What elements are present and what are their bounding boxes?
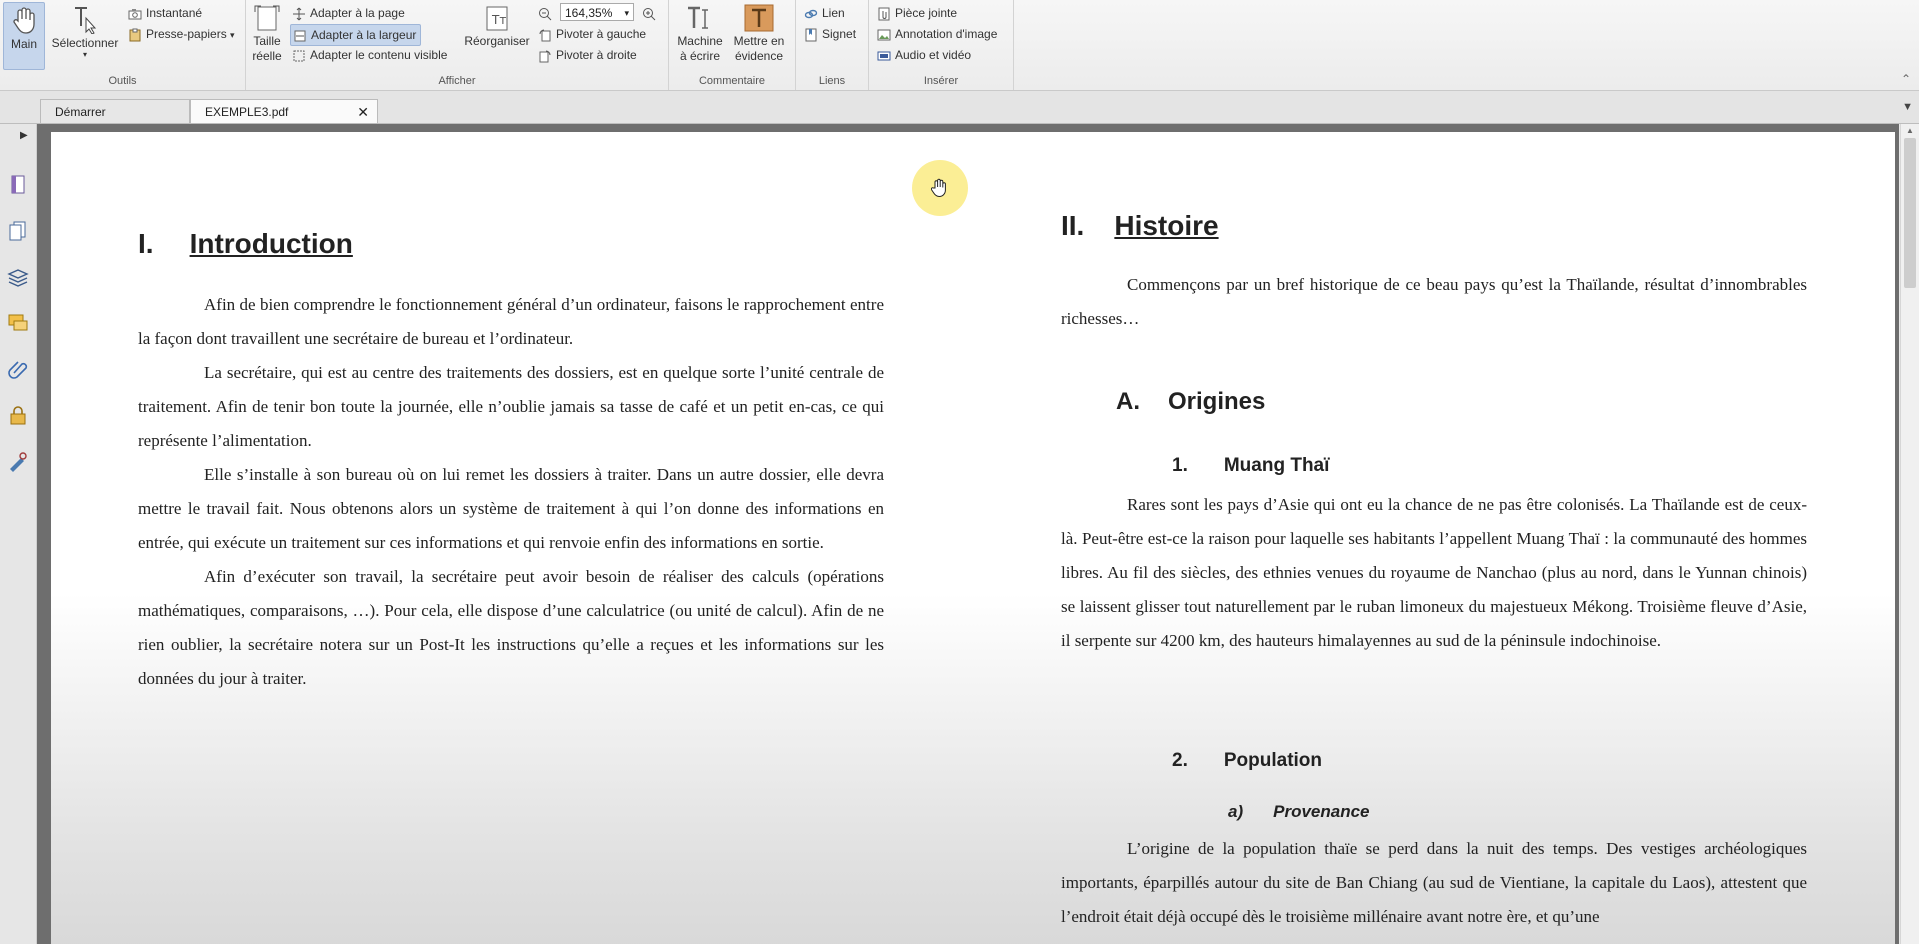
video-icon — [877, 49, 891, 63]
heading-title: Origines — [1168, 388, 1266, 415]
chevron-down-icon[interactable]: ▾ — [624, 8, 629, 18]
layers-icon[interactable] — [7, 266, 29, 288]
heading-number: I. — [138, 228, 154, 259]
cursor-highlight — [912, 160, 968, 216]
reorganize-icon — [483, 4, 511, 32]
collapse-ribbon-icon[interactable]: ⌃ — [1900, 72, 1911, 86]
typewriter-button[interactable] — [675, 2, 725, 72]
heading-title: Population — [1223, 750, 1323, 771]
zoom-out-button[interactable] — [536, 3, 560, 23]
paragraph: Rares sont les pays d’Asie qui ont eu la chance de ne pas être colonisés. La Thaïlande est de ceux-là. Peut-être est-ce la raison pour laquelle ses habitants l’appellent Muang Thaï : la communauté des hommes libres. Au fil des siècles, des ethnies venues du royaume de Nanchao (plus au nord, dans le Yunnan chinois) se laissent glisser tout naturellement par le ruban limoneux du majestueux Mékong. Troisième fleuve d’Asie, il serpente sur 4200 km, des hauteurs himalayennes au sud de la péninsule indochinoise. — [1061, 495, 1807, 650]
image-annotation-button[interactable] — [875, 24, 1001, 44]
highlight-button[interactable] — [729, 2, 789, 72]
group-label-outils: Outils — [108, 75, 137, 87]
group-label-afficher: Afficher — [438, 75, 476, 87]
group-label-commentaire: Commentaire — [698, 75, 766, 87]
zoom-level-value: 164,35% — [565, 6, 613, 20]
heading-title: Introduction — [189, 228, 353, 259]
tab-exemple3-pdf[interactable] — [190, 99, 378, 123]
reorganize-label: Réorganiser — [464, 34, 530, 48]
lock-icon[interactable] — [7, 404, 29, 426]
tab-label: Démarrer — [55, 105, 106, 119]
rotate-right-button[interactable] — [536, 45, 641, 65]
tab-demarrer[interactable] — [40, 99, 190, 123]
select-tool-label: Sélectionner — [51, 36, 119, 50]
typewriter-label-2: à écrire — [679, 49, 720, 63]
page-thumbnail-icon[interactable] — [7, 174, 29, 196]
paragraph: La secrétaire, qui est au centre des traitements des dossiers, est en quelque sorte l’unité centrale de traitement. Afin de tenir bon toute la journée, elle n’oublie jamais sa tasse de café et un petit en-cas, ce qui représente l’alimentation. — [138, 363, 884, 450]
fit-width-label: Adapter à la largeur — [311, 28, 417, 42]
rotate-right-icon — [538, 49, 552, 63]
heading-histoire — [1061, 210, 1219, 242]
tab-list-chevron-icon[interactable]: ▼ — [1902, 101, 1913, 113]
rotate-left-button[interactable] — [536, 24, 650, 44]
ribbon-toolbar — [0, 0, 1919, 91]
group-afficher — [246, 0, 669, 90]
group-label-inserer: Insérer — [923, 75, 959, 87]
fit-visible-button[interactable] — [290, 45, 451, 65]
navigation-rail — [0, 124, 37, 944]
heading-origines — [1116, 388, 1265, 416]
svg-text:Tт: Tт — [492, 13, 507, 27]
link-label: Lien — [822, 6, 845, 20]
heading-provenance — [1228, 802, 1370, 822]
highlight-icon — [744, 4, 774, 32]
heading-muang-thai — [1172, 455, 1329, 477]
highlight-label-2: évidence — [734, 49, 784, 63]
fit-page-label: Adapter à la page — [310, 6, 405, 20]
chevron-down-icon: ▾ — [230, 30, 235, 40]
link-button[interactable] — [802, 3, 849, 23]
reorganize-button[interactable] — [463, 2, 531, 68]
group-label-liens: Liens — [818, 75, 846, 87]
image-annotation-label: Annotation d'image — [895, 27, 998, 41]
scroll-up-icon[interactable]: ▲ — [1906, 126, 1914, 135]
audio-video-label: Audio et vidéo — [895, 48, 972, 62]
scrollbar-thumb[interactable] — [1904, 138, 1916, 288]
attachments-icon[interactable] — [7, 358, 29, 380]
highlight-label-1: Mettre en — [733, 34, 785, 48]
clipboard-button[interactable] — [126, 24, 239, 44]
actual-size-label-2: réelle — [252, 49, 282, 63]
fit-width-icon — [293, 29, 307, 43]
heading-title: Histoire — [1114, 210, 1219, 241]
heading-number: 1. — [1172, 455, 1188, 476]
document-viewport[interactable] — [37, 124, 1899, 944]
right-intro-text — [1061, 268, 1807, 336]
rotate-right-label: Pivoter à droite — [556, 48, 637, 62]
pages-icon[interactable] — [7, 220, 29, 242]
heading-population — [1172, 750, 1322, 772]
attachment-label: Pièce jointe — [895, 6, 958, 20]
select-text-icon — [70, 4, 100, 34]
provenance-text — [1061, 832, 1807, 934]
bookmark-button[interactable] — [802, 24, 860, 44]
heading-number: II. — [1061, 210, 1085, 241]
muang-thai-text — [1061, 488, 1807, 658]
clipboard-label: Presse-papiers — [146, 27, 227, 41]
attachment-icon — [877, 7, 891, 21]
actual-size-button[interactable] — [250, 2, 284, 72]
rotate-left-label: Pivoter à gauche — [556, 27, 647, 41]
paragraph: Afin de bien comprendre le fonctionnement général d’un ordinateur, faisons le rapprochement entre la façon dont travaillent une secrétaire de bureau et l’ordinateur. — [138, 295, 884, 348]
bookmark-icon — [804, 28, 818, 42]
heading-title: Muang Thaï — [1223, 455, 1330, 476]
heading-number: a) — [1228, 802, 1244, 821]
audio-video-button[interactable] — [875, 45, 975, 65]
vertical-scrollbar[interactable] — [1900, 124, 1919, 944]
paragraph: L’origine de la population thaïe se perd dans la nuit des temps. Des vestiges archéologiques importants, éparpillés autour du site de Ban Chiang (au sud de Vientiane, la capitale du Laos), attestent que l’endroit était déjà occupé dès le troisième millénaire avant notre ère, et qu’une — [1061, 839, 1807, 926]
group-commentaire — [669, 0, 796, 90]
fit-visible-icon — [292, 49, 306, 63]
fit-page-icon — [292, 7, 306, 21]
bookmark-label: Signet — [822, 27, 857, 41]
group-liens — [796, 0, 869, 90]
tab-label: EXEMPLE3.pdf — [205, 105, 289, 119]
hand-tool-button[interactable] — [3, 2, 45, 70]
fit-width-button[interactable] — [290, 24, 421, 46]
actual-size-label-1: Taille — [253, 34, 281, 48]
zoom-level-field[interactable] — [560, 3, 634, 21]
camera-icon — [128, 7, 142, 21]
zoom-out-icon — [538, 7, 552, 21]
fit-visible-label: Adapter le contenu visible — [310, 48, 448, 62]
typewriter-label-1: Machine — [677, 34, 723, 48]
group-inserer — [869, 0, 1014, 90]
paragraph: Elle s’installe à son bureau où on lui remet les dossiers à traiter. Dans un autre dossier, elle devra mettre le travail fait. Nous obtenons alors un système de traitement à qui l’on donne des informations en entrée, qui exécute un traitement sur ces informations et qui renvoie enfin des informations en sortie. — [138, 465, 884, 552]
left-column-text — [138, 288, 884, 696]
paragraph: Afin d’exécuter son travail, la secrétaire peut avoir besoin de réaliser des calculs (opérations mathématiques, comparaisons, …). Pour cela, elle dispose d’une calculatrice (ou unité de calcul). Afin de ne rien oublier, la secrétaire notera sur un Post-It les instructions qu’elle a reçues et les informations sur les données du jour à traiter. — [138, 567, 884, 688]
heading-title: Provenance — [1273, 802, 1370, 821]
document-tab-bar — [0, 91, 1919, 124]
link-icon — [804, 7, 818, 21]
expand-panel-icon[interactable]: ▶ — [20, 130, 28, 141]
comments-icon[interactable] — [7, 312, 29, 334]
select-tool-button[interactable] — [48, 2, 122, 68]
zoom-in-button[interactable] — [640, 3, 664, 23]
actual-size-icon — [253, 4, 281, 32]
heading-number: 2. — [1172, 750, 1188, 771]
chevron-down-icon: ▾ — [82, 50, 87, 59]
zoom-in-icon — [642, 7, 656, 21]
hand-cursor-icon — [931, 178, 949, 198]
snapshot-button[interactable] — [126, 3, 206, 23]
clipboard-icon — [128, 28, 142, 42]
snapshot-label: Instantané — [146, 6, 203, 20]
rotate-left-icon — [538, 28, 552, 42]
close-icon[interactable]: ✕ — [357, 104, 369, 120]
hand-tool-label: Main — [10, 37, 37, 51]
heading-introduction — [138, 228, 353, 260]
typewriter-icon — [685, 4, 715, 32]
signature-icon[interactable] — [7, 450, 29, 472]
heading-number: A. — [1116, 388, 1140, 415]
paragraph: Commençons par un bref historique de ce beau pays qu’est la Thaïlande, résultat d’innombrables richesses… — [1061, 275, 1807, 328]
pdf-page — [51, 132, 1895, 944]
group-outils — [0, 0, 246, 90]
image-icon — [877, 28, 891, 42]
fit-page-button[interactable] — [290, 3, 409, 23]
hand-icon — [9, 5, 39, 35]
attachment-button[interactable] — [875, 3, 961, 23]
